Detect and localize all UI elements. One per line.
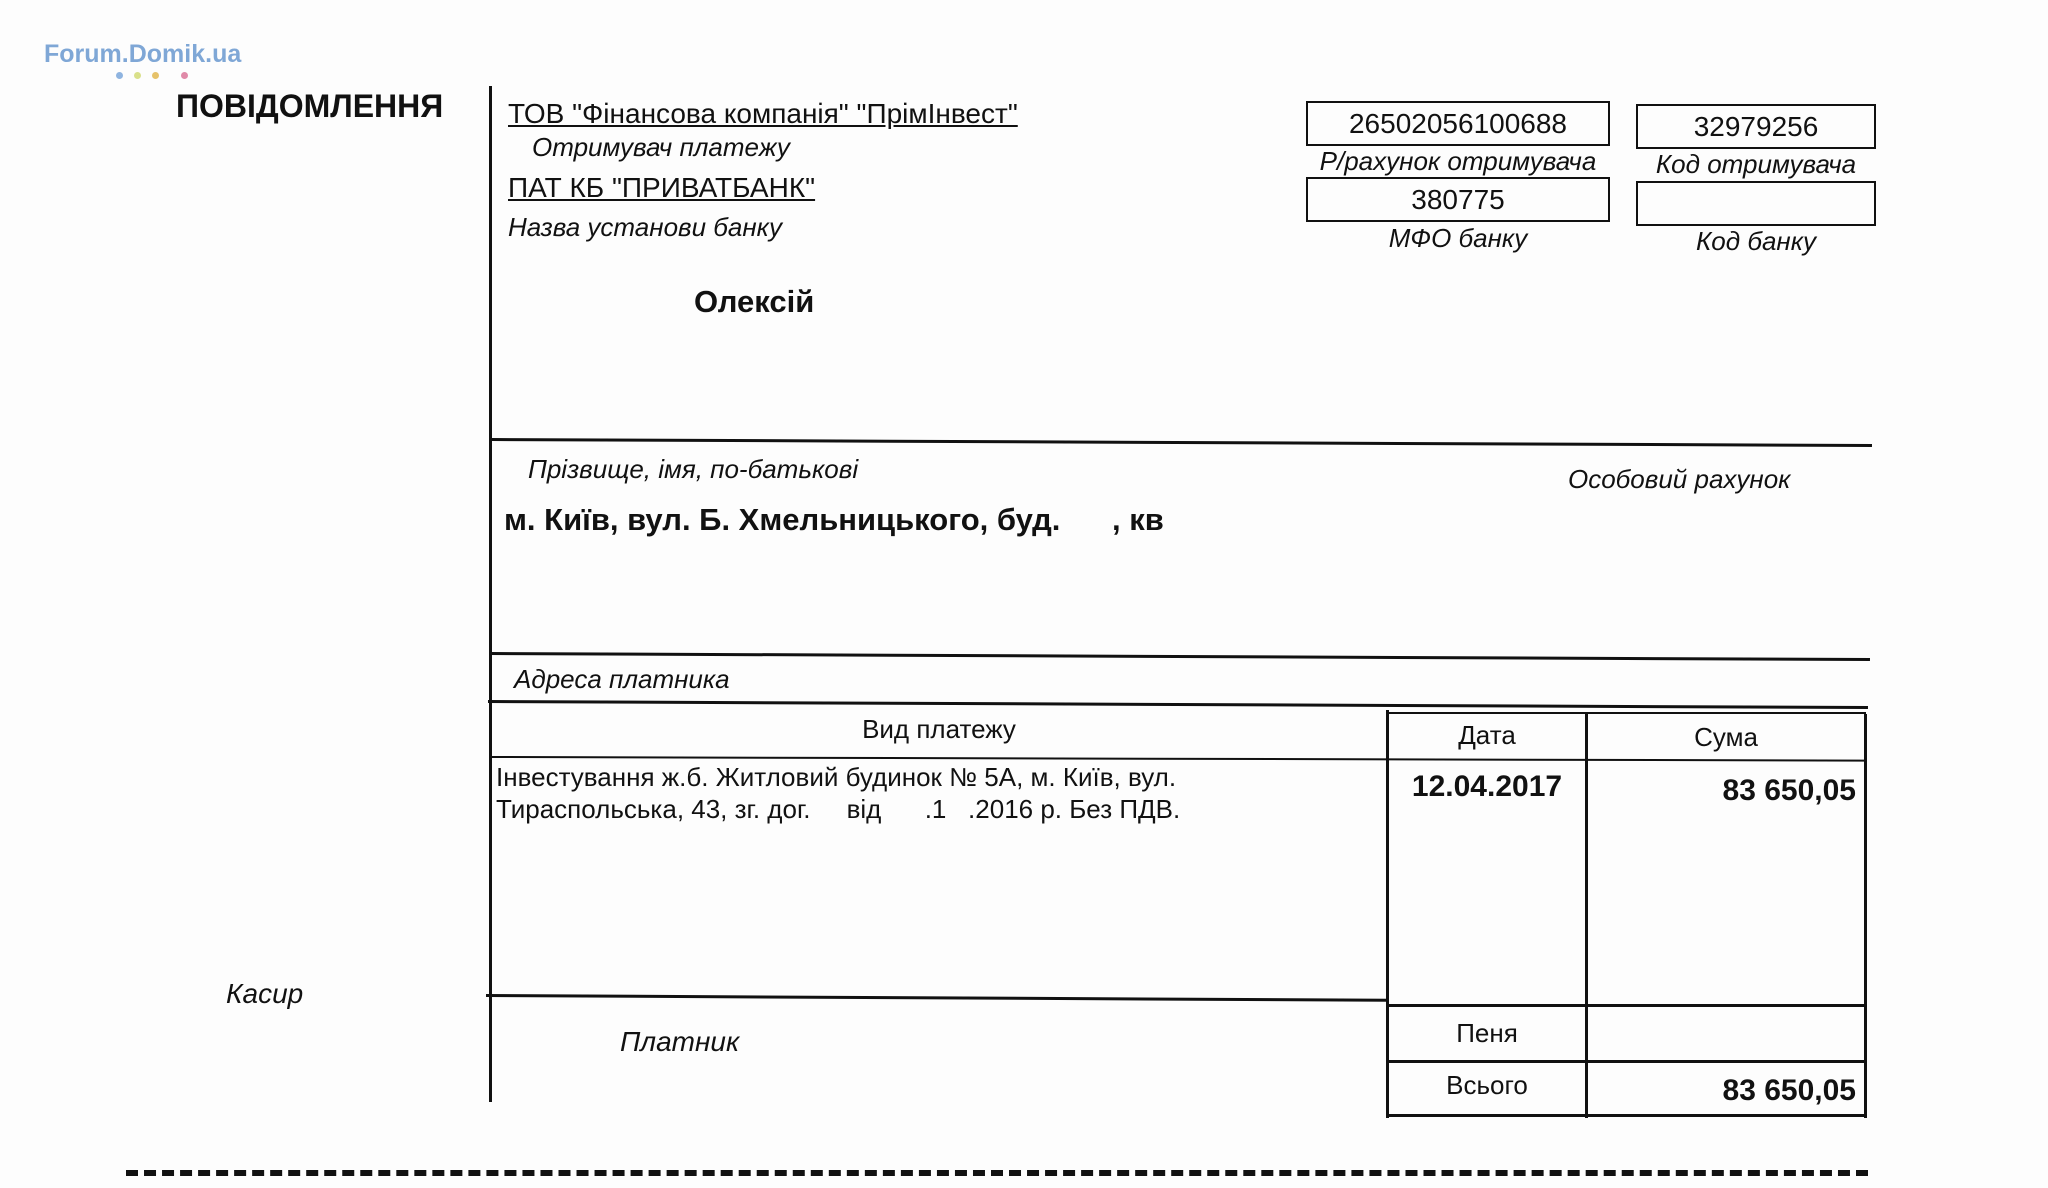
- account-caption: Р/рахунок отримувача: [1319, 146, 1597, 176]
- amount-header: Сума: [1694, 722, 1758, 752]
- watermark-dot: [181, 72, 188, 79]
- cut-line: [126, 1170, 1868, 1176]
- table-col-divider: [1585, 712, 1588, 1118]
- recipient-code-caption: Код отримувача: [1655, 149, 1857, 179]
- table-header-top: [1388, 712, 1866, 714]
- table-top-line: [488, 700, 1868, 709]
- penalty-top-line: [1388, 1004, 1866, 1007]
- recipient-code-box: 32979256: [1636, 104, 1876, 149]
- mfo-caption: МФО банку: [1388, 223, 1528, 253]
- table-bottom-line: [1386, 1114, 1866, 1117]
- payer-name-line: [492, 438, 1872, 447]
- payer-signature-label: Платник: [620, 1026, 740, 1057]
- watermark-dot: [152, 72, 159, 79]
- bank-code-box: [1636, 181, 1876, 226]
- date-header: Дата: [1458, 720, 1516, 750]
- payer-address: м. Київ, вул. Б. Хмельницького, буд. , кв: [504, 502, 1164, 537]
- watermark-dot: [134, 72, 141, 79]
- document-title: ПОВІДОМЛЕННЯ: [176, 88, 444, 124]
- total-label: Всього: [1446, 1070, 1528, 1100]
- payer-name: Олексій: [694, 284, 815, 319]
- table-right-border: [1864, 714, 1867, 1118]
- table-header-line: [490, 756, 1866, 762]
- recipient-caption: Отримувач платежу: [532, 132, 790, 162]
- vertical-divider: [489, 86, 492, 1102]
- bank-code-caption: Код банку: [1695, 226, 1817, 256]
- payment-type-header: Вид платежу: [862, 714, 1016, 744]
- payment-date: 12.04.2017: [1411, 770, 1563, 803]
- total-value: 83 650,05: [1722, 1074, 1856, 1107]
- payment-amount: 83 650,05: [1722, 774, 1856, 807]
- payer-name-caption: Прізвище, імя, по-батькові: [528, 454, 859, 484]
- address-caption: Адреса платника: [514, 664, 730, 694]
- account-box: 26502056100688: [1306, 101, 1610, 146]
- total-top-line: [1388, 1060, 1866, 1063]
- payment-description-line: Інвестування ж.б. Житловий будинок № 5А, м. Київ, вул.: [496, 762, 1177, 792]
- recipient-name: ТОВ "Фінансова компанія" "ПрімІнвест": [508, 98, 1018, 129]
- table-body-bottom: [486, 994, 1388, 1002]
- address-line: [490, 652, 1870, 661]
- bank-name: ПАТ КБ "ПРИВАТБАНК": [508, 172, 816, 203]
- cashier-label: Касир: [226, 978, 304, 1009]
- watermark-dot: [116, 72, 123, 79]
- watermark-logo: Forum.Domik.ua: [44, 40, 242, 68]
- mfo-box: 380775: [1306, 177, 1610, 222]
- penalty-label: Пеня: [1456, 1018, 1518, 1048]
- personal-account-caption: Особовий рахунок: [1568, 464, 1791, 494]
- payment-description-line: Тираспольська, 43, зг. дог. від .1 .2016 р. Без ПДВ.: [496, 794, 1181, 824]
- bank-caption: Назва установи банку: [508, 212, 782, 242]
